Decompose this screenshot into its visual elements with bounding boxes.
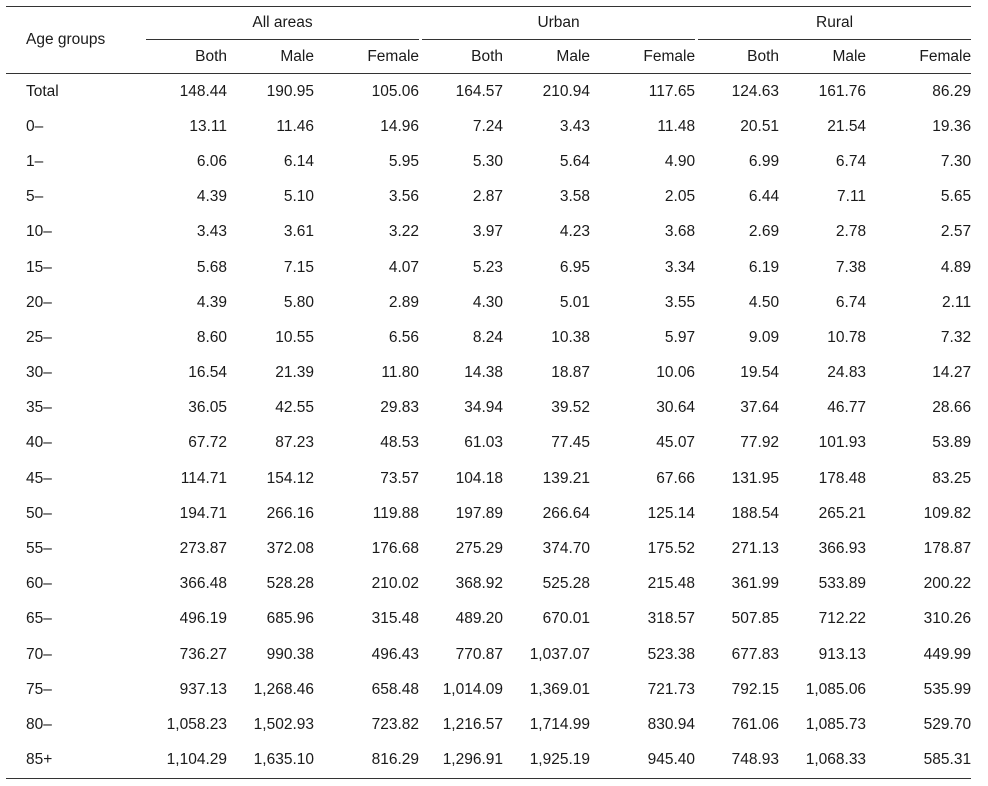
value-cell: 6.06 xyxy=(196,152,227,170)
table-row xyxy=(6,461,971,496)
value-cell: 315.48 xyxy=(371,610,420,628)
age-groups-header: Age groups xyxy=(6,6,146,74)
value-cell: 585.31 xyxy=(880,743,971,779)
value-cell: 830.94 xyxy=(647,715,696,733)
value-cell: 36.05 xyxy=(188,399,227,417)
age-group-cell: 65– xyxy=(26,610,52,628)
value-cell: 9.09 xyxy=(748,328,780,346)
table-row xyxy=(6,567,971,602)
value-cell: 73.57 xyxy=(380,469,420,487)
age-group-cell: 5– xyxy=(26,188,44,206)
value-cell: 34.94 xyxy=(464,399,504,417)
value-cell: 3.68 xyxy=(664,223,696,241)
value-cell: 11.48 xyxy=(657,117,696,135)
value-cell: 535.99 xyxy=(923,680,972,698)
value-cell: 366.93 xyxy=(818,540,867,558)
value-cell: 5.23 xyxy=(472,258,504,276)
value-cell: 736.27 xyxy=(179,645,227,663)
value-cell: 496.19 xyxy=(179,610,227,628)
value-cell: 770.87 xyxy=(455,645,504,663)
value-cell: 1,085.06 xyxy=(805,680,867,698)
value-cell: 496.43 xyxy=(371,645,420,663)
value-cell: 215.48 xyxy=(647,575,696,593)
value-cell: 5.30 xyxy=(472,152,504,170)
value-cell: 748.93 xyxy=(698,743,789,779)
value-cell: 87.23 xyxy=(275,434,314,452)
subheader-male: Male xyxy=(789,40,880,74)
value-cell: 164.57 xyxy=(455,82,504,100)
value-cell: 5.97 xyxy=(664,328,696,346)
value-cell: 374.70 xyxy=(542,540,591,558)
value-cell: 2.78 xyxy=(835,223,867,241)
value-cell: 7.24 xyxy=(472,117,504,135)
value-cell: 4.30 xyxy=(472,293,504,311)
value-cell: 83.25 xyxy=(932,469,972,487)
value-cell: 2.69 xyxy=(748,223,780,241)
value-cell: 175.52 xyxy=(647,540,696,558)
value-cell: 3.22 xyxy=(388,223,420,241)
value-cell: 677.83 xyxy=(731,645,780,663)
value-cell: 507.85 xyxy=(731,610,780,628)
value-cell: 14.27 xyxy=(932,364,972,382)
value-cell: 937.13 xyxy=(179,680,227,698)
age-group-cell: 30– xyxy=(26,364,52,382)
value-cell: 3.97 xyxy=(472,223,504,241)
value-cell: 1,068.33 xyxy=(789,743,880,779)
value-cell: 372.08 xyxy=(266,540,314,558)
value-cell: 6.74 xyxy=(835,152,867,170)
age-group-cell: 1– xyxy=(26,152,44,170)
age-group-cell: 40– xyxy=(26,434,52,452)
group-header-rural: Rural xyxy=(698,6,971,40)
value-cell: 125.14 xyxy=(647,504,696,522)
value-cell: 5.68 xyxy=(196,258,227,276)
value-cell: 6.14 xyxy=(283,152,314,170)
value-cell: 42.55 xyxy=(275,399,314,417)
subheader-male: Male xyxy=(513,40,604,74)
value-cell: 114.71 xyxy=(180,469,227,487)
value-cell: 529.70 xyxy=(923,715,972,733)
value-cell: 176.68 xyxy=(371,540,420,558)
value-cell: 4.89 xyxy=(940,258,972,276)
value-cell: 21.39 xyxy=(275,364,314,382)
value-cell: 1,037.07 xyxy=(529,645,591,663)
value-cell: 109.82 xyxy=(923,504,972,522)
value-cell: 2.87 xyxy=(472,188,504,206)
value-cell: 816.29 xyxy=(328,743,419,779)
value-cell: 154.12 xyxy=(266,469,314,487)
subheader-row xyxy=(6,40,971,74)
value-cell: 2.57 xyxy=(940,223,972,241)
value-cell: 14.38 xyxy=(464,364,504,382)
value-cell: 61.03 xyxy=(464,434,504,452)
value-cell: 1,085.73 xyxy=(805,715,867,733)
age-group-cell: 20– xyxy=(26,293,52,311)
value-cell: 20.51 xyxy=(740,117,780,135)
value-cell: 721.73 xyxy=(647,680,696,698)
value-cell: 6.74 xyxy=(835,293,867,311)
age-group-cell: 60– xyxy=(26,575,52,593)
value-cell: 4.90 xyxy=(664,152,696,170)
value-cell: 67.66 xyxy=(656,469,696,487)
subheader-female: Female xyxy=(328,40,419,74)
value-cell: 265.21 xyxy=(818,504,867,522)
table-row xyxy=(6,602,971,637)
table-row xyxy=(6,144,971,179)
value-cell: 3.43 xyxy=(196,223,227,241)
value-cell: 194.71 xyxy=(179,504,227,522)
value-cell: 8.24 xyxy=(472,328,504,346)
value-cell: 148.44 xyxy=(179,82,227,100)
value-cell: 5.64 xyxy=(559,152,591,170)
value-cell: 19.36 xyxy=(932,117,972,135)
value-cell: 28.66 xyxy=(932,399,972,417)
table-row xyxy=(6,743,971,779)
value-cell: 1,216.57 xyxy=(442,715,504,733)
age-group-cell: 55– xyxy=(26,540,52,558)
value-cell: 6.95 xyxy=(559,258,591,276)
value-cell: 310.26 xyxy=(923,610,972,628)
value-cell: 16.54 xyxy=(188,364,227,382)
value-cell: 271.13 xyxy=(731,540,780,558)
value-cell: 1,104.29 xyxy=(146,743,237,779)
table-row xyxy=(6,707,971,742)
value-cell: 266.64 xyxy=(542,504,591,522)
value-cell: 45.07 xyxy=(656,434,696,452)
value-cell: 275.29 xyxy=(455,540,504,558)
value-cell: 124.63 xyxy=(731,82,780,100)
value-cell: 1,014.09 xyxy=(442,680,504,698)
value-cell: 1,296.91 xyxy=(422,743,513,779)
age-group-cell: 35– xyxy=(26,399,52,417)
subheader-both: Both xyxy=(698,40,789,74)
age-group-cell: Total xyxy=(26,82,59,100)
value-cell: 273.87 xyxy=(179,540,227,558)
value-cell: 86.29 xyxy=(932,82,972,100)
subheader-male: Male xyxy=(237,40,328,74)
mortality-table xyxy=(6,6,971,779)
age-group-cell: 75– xyxy=(26,680,52,698)
table-row xyxy=(6,672,971,707)
value-cell: 188.54 xyxy=(731,504,780,522)
value-cell: 1,058.23 xyxy=(166,715,227,733)
value-cell: 6.56 xyxy=(388,328,420,346)
value-cell: 7.11 xyxy=(837,188,867,206)
table-row xyxy=(6,109,971,144)
value-cell: 712.22 xyxy=(818,610,867,628)
value-cell: 21.54 xyxy=(827,117,867,135)
value-cell: 53.89 xyxy=(932,434,972,452)
value-cell: 990.38 xyxy=(266,645,314,663)
value-cell: 723.82 xyxy=(371,715,420,733)
value-cell: 210.94 xyxy=(542,82,591,100)
value-cell: 117.65 xyxy=(648,82,696,100)
value-cell: 131.95 xyxy=(731,469,780,487)
table-row xyxy=(6,285,971,320)
subheader-female: Female xyxy=(604,40,695,74)
value-cell: 101.93 xyxy=(818,434,867,452)
value-cell: 525.28 xyxy=(542,575,591,593)
table-row xyxy=(6,356,971,391)
value-cell: 29.83 xyxy=(380,399,420,417)
value-cell: 178.48 xyxy=(818,469,867,487)
value-cell: 77.92 xyxy=(740,434,780,452)
value-cell: 48.53 xyxy=(380,434,420,452)
table-row xyxy=(6,496,971,531)
value-cell: 670.01 xyxy=(542,610,591,628)
value-cell: 39.52 xyxy=(551,399,591,417)
value-cell: 19.54 xyxy=(740,364,780,382)
table-row xyxy=(6,215,971,250)
table-row xyxy=(6,391,971,426)
value-cell: 197.89 xyxy=(455,504,504,522)
table-row xyxy=(6,320,971,355)
table-row xyxy=(6,637,971,672)
value-cell: 5.10 xyxy=(283,188,314,206)
value-cell: 945.40 xyxy=(604,743,695,779)
value-cell: 11.80 xyxy=(381,364,420,382)
value-cell: 210.02 xyxy=(371,575,420,593)
age-group-cell: 25– xyxy=(26,328,52,346)
value-cell: 1,635.10 xyxy=(237,743,328,779)
value-cell: 368.92 xyxy=(455,575,504,593)
value-cell: 178.87 xyxy=(923,540,972,558)
value-cell: 1,502.93 xyxy=(253,715,314,733)
value-cell: 1,714.99 xyxy=(529,715,591,733)
value-cell: 24.83 xyxy=(827,364,867,382)
subheader-female: Female xyxy=(880,40,971,74)
value-cell: 366.48 xyxy=(179,575,227,593)
value-cell: 1,369.01 xyxy=(529,680,591,698)
value-cell: 161.76 xyxy=(818,82,867,100)
group-header-all-areas: All areas xyxy=(146,6,419,40)
value-cell: 685.96 xyxy=(266,610,314,628)
age-group-cell: 70– xyxy=(26,645,52,663)
value-cell: 3.61 xyxy=(283,223,314,241)
value-cell: 119.88 xyxy=(372,504,420,522)
value-cell: 3.43 xyxy=(559,117,591,135)
value-cell: 11.46 xyxy=(276,117,314,135)
table-row xyxy=(6,531,971,566)
value-cell: 1,268.46 xyxy=(253,680,314,698)
value-cell: 4.07 xyxy=(388,258,420,276)
value-cell: 489.20 xyxy=(455,610,504,628)
value-cell: 46.77 xyxy=(827,399,867,417)
value-cell: 7.38 xyxy=(835,258,867,276)
age-group-cell: 50– xyxy=(26,504,52,522)
value-cell: 4.39 xyxy=(196,188,227,206)
value-cell: 3.56 xyxy=(388,188,420,206)
value-cell: 5.01 xyxy=(559,293,591,311)
value-cell: 913.13 xyxy=(818,645,867,663)
age-group-cell: 15– xyxy=(26,258,52,276)
value-cell: 5.80 xyxy=(283,293,314,311)
value-cell: 77.45 xyxy=(551,434,591,452)
value-cell: 190.95 xyxy=(266,82,314,100)
group-header-urban: Urban xyxy=(422,6,695,40)
table-body xyxy=(6,74,971,779)
value-cell: 3.55 xyxy=(664,293,696,311)
value-cell: 7.30 xyxy=(940,152,972,170)
value-cell: 792.15 xyxy=(731,680,780,698)
value-cell: 3.34 xyxy=(664,258,696,276)
value-cell: 6.44 xyxy=(748,188,780,206)
value-cell: 7.15 xyxy=(283,258,314,276)
value-cell: 5.65 xyxy=(940,188,972,206)
value-cell: 8.60 xyxy=(196,328,227,346)
age-group-cell: 45– xyxy=(26,469,52,487)
value-cell: 5.95 xyxy=(388,152,420,170)
value-cell: 361.99 xyxy=(731,575,780,593)
value-cell: 67.72 xyxy=(188,434,227,452)
value-cell: 658.48 xyxy=(371,680,420,698)
table-row xyxy=(6,180,971,215)
value-cell: 10.06 xyxy=(656,364,696,382)
value-cell: 18.87 xyxy=(551,364,591,382)
value-cell: 139.21 xyxy=(542,469,591,487)
value-cell: 266.16 xyxy=(266,504,314,522)
value-cell: 37.64 xyxy=(740,399,780,417)
age-group-cell: 0– xyxy=(26,117,44,135)
value-cell: 4.39 xyxy=(196,293,227,311)
value-cell: 2.11 xyxy=(942,293,972,311)
value-cell: 200.22 xyxy=(923,575,972,593)
value-cell: 4.50 xyxy=(748,293,780,311)
value-cell: 2.89 xyxy=(388,293,420,311)
age-group-cell: 10– xyxy=(26,223,52,241)
value-cell: 10.55 xyxy=(275,328,314,346)
value-cell: 523.38 xyxy=(647,645,696,663)
value-cell: 4.23 xyxy=(559,223,591,241)
value-cell: 318.57 xyxy=(647,610,696,628)
table-row xyxy=(6,74,971,109)
value-cell: 7.32 xyxy=(940,328,972,346)
value-cell: 528.28 xyxy=(266,575,314,593)
value-cell: 30.64 xyxy=(656,399,696,417)
age-group-cell: 85+ xyxy=(6,743,146,779)
value-cell: 449.99 xyxy=(923,645,972,663)
value-cell: 13.11 xyxy=(189,117,227,135)
value-cell: 105.06 xyxy=(371,82,420,100)
table-row xyxy=(6,426,971,461)
value-cell: 1,925.19 xyxy=(513,743,604,779)
group-header-row xyxy=(6,6,971,40)
value-cell: 6.99 xyxy=(748,152,780,170)
table-row xyxy=(6,250,971,285)
value-cell: 10.78 xyxy=(827,328,867,346)
value-cell: 2.05 xyxy=(664,188,696,206)
value-cell: 761.06 xyxy=(731,715,780,733)
age-group-cell: 80– xyxy=(26,715,52,733)
value-cell: 533.89 xyxy=(818,575,867,593)
subheader-both: Both xyxy=(146,40,237,74)
subheader-both: Both xyxy=(422,40,513,74)
value-cell: 14.96 xyxy=(380,117,420,135)
value-cell: 10.38 xyxy=(551,328,591,346)
value-cell: 6.19 xyxy=(748,258,780,276)
value-cell: 104.18 xyxy=(455,469,504,487)
value-cell: 3.58 xyxy=(559,188,591,206)
